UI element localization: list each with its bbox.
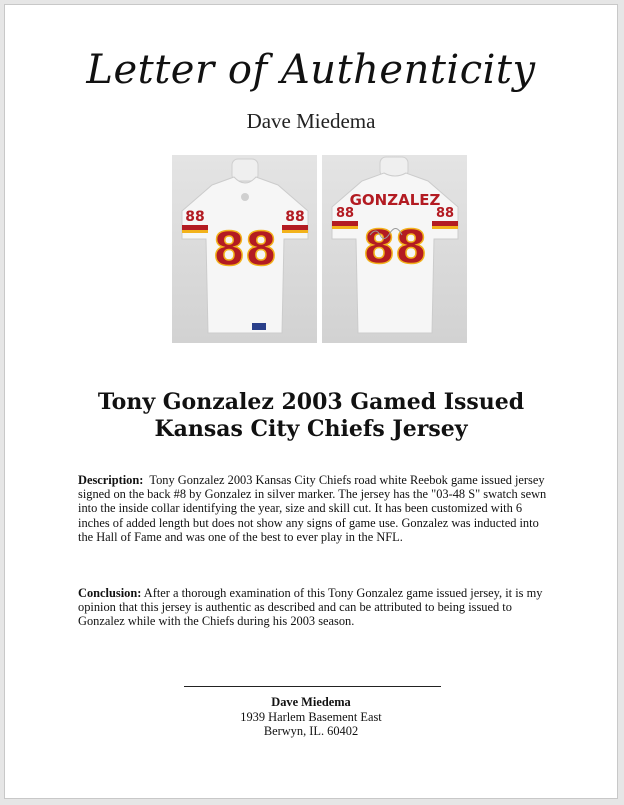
jersey-front-photo (172, 155, 317, 343)
svg-text:88: 88 (435, 206, 455, 221)
page-title: Letter of Authenticity (86, 47, 536, 93)
description-label: Description: (78, 473, 144, 487)
signature-address-line1: 1939 Harlem Basement East (240, 710, 382, 724)
item-heading (5, 389, 617, 443)
conclusion-label: Conclusion: (78, 586, 142, 600)
description-paragraph (78, 473, 552, 544)
signature-address-line2: Berwyn, IL. 60402 (263, 724, 359, 738)
front-number: 88 (212, 222, 278, 276)
svg-text:88: 88 (185, 209, 205, 225)
back-number: 88 (362, 220, 428, 274)
conclusion-text: After a thorough examination of this Tony Gonzalez game issued jersey, it is my opinion that this jersey is authentic as described and can be attributed to being issued to Gonzalez while with the Chiefs during his 2003 season. (78, 586, 543, 629)
signature-name: Dave Miedema (271, 695, 351, 709)
svg-text:88: 88 (285, 209, 305, 225)
letter-page (4, 4, 618, 799)
author-name: Dave Miedema (246, 109, 376, 133)
signature-line (184, 686, 441, 687)
back-name: GONZALEZ (349, 191, 441, 209)
description-text: Tony Gonzalez 2003 Kansas City Chiefs road white Reebok game issued jersey signed on the back #8 by Gonzalez in silver marker. The jersey has the "03-48 S" swatch sewn into the inside collar identifying the year, size and skill cut. It has been customized with 6 inches of added length but does not show any signs of game use. Gonzalez was inducted into the Hall of Fame and was one of the best to ever play in the NFL. (78, 473, 547, 544)
svg-text:88: 88 (335, 206, 355, 221)
conclusion-paragraph (78, 586, 552, 629)
item-heading-line1: Tony Gonzalez 2003 Gamed Issued (97, 389, 525, 415)
item-heading-line2: Kansas City Chiefs Jersey (154, 416, 468, 442)
jersey-back-photo (322, 155, 467, 343)
